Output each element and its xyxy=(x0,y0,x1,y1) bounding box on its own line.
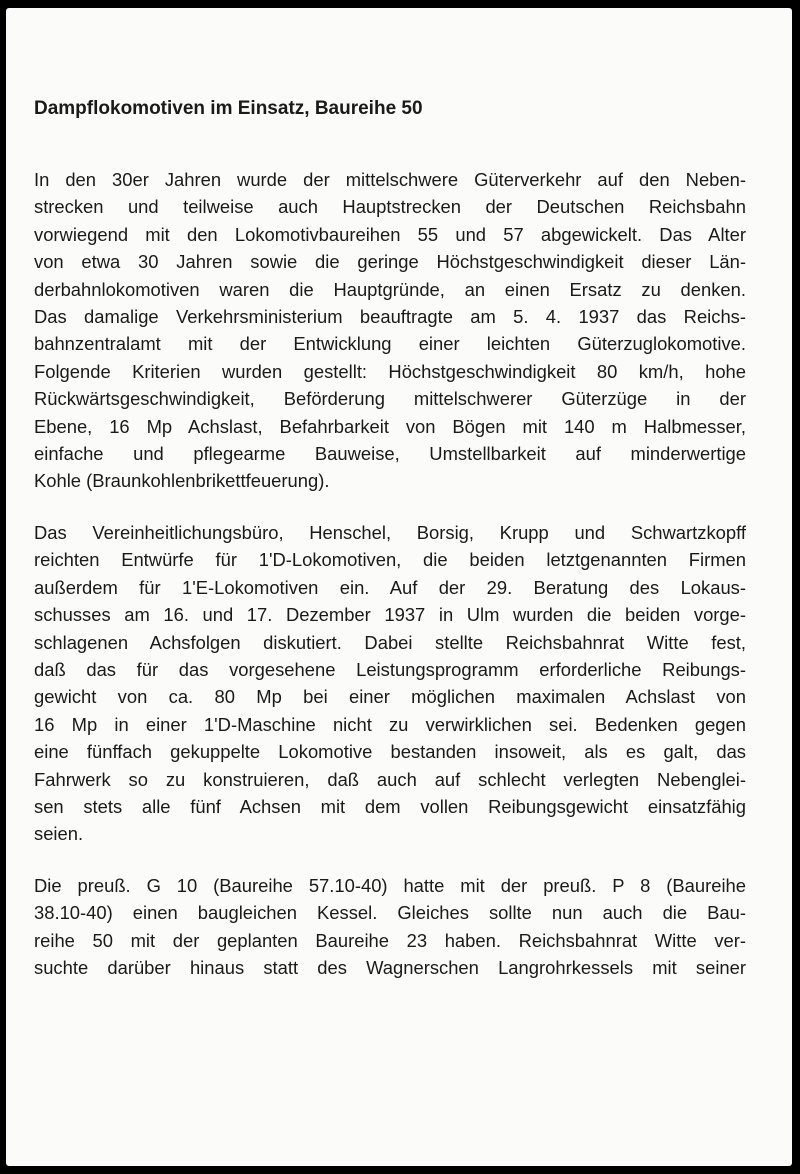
text-line: strecken und teilweise auch Hauptstrecken der Deutschen Reichsbahn xyxy=(34,196,746,218)
text-line: bahnzentralamt mit der Entwicklung einer leichten Güterzuglokomotive. xyxy=(34,333,746,355)
text-line: Kohle (Braunkohlenbrikettfeuerung). xyxy=(34,470,330,492)
text-line: Ebene, 16 Mp Achslast, Befahrbarkeit von Bögen mit 140 m Halbmesser, xyxy=(34,415,746,437)
text-line: reichten Entwürfe für 1'D-Lokomotiven, die beiden letztgenannten Firmen xyxy=(34,549,746,571)
document-content xyxy=(34,96,746,1005)
paragraph-1 xyxy=(34,166,746,495)
text-line: gewicht von ca. 80 Mp bei einer möglichen maximalen Achslast von xyxy=(34,686,746,708)
text-line: Folgende Kriterien wurden gestellt: Höchstgeschwindigkeit 80 km/h, hohe xyxy=(34,360,746,382)
text-line: reihe 50 mit der geplanten Baureihe 23 haben. Reichsbahnrat Witte ver- xyxy=(34,929,746,951)
page-title: Dampflokomotiven im Einsatz, Baureihe 50 xyxy=(34,98,423,119)
text-line: seien. xyxy=(34,823,84,845)
text-line: Fahrwerk so zu konstruieren, daß auch auf schlecht verlegten Nebenglei- xyxy=(34,768,746,790)
text-line: suchte darüber hinaus statt des Wagnerschen Langrohrkessels mit seiner xyxy=(34,956,746,978)
text-line: Das Vereinheitlichungsbüro, Henschel, Borsig, Krupp und Schwartzkopff xyxy=(34,521,746,543)
document-page xyxy=(6,8,792,1166)
text-line: vorwiegend mit den Lokomotivbaureihen 55 und 57 abgewickelt. Das Alter xyxy=(34,223,746,245)
text-line: schusses am 16. und 17. Dezember 1937 in Ulm wurden die beiden vorge- xyxy=(34,604,746,626)
text-line: eine fünffach gekuppelte Lokomotive bestanden insoweit, als es galt, das xyxy=(34,741,746,763)
text-line: sen stets alle fünf Achsen mit dem vollen Reibungsgewicht einsatzfähig xyxy=(34,795,746,817)
text-line: 16 Mp in einer 1'D-Maschine nicht zu verwirklichen sei. Bedenken gegen xyxy=(34,713,746,735)
text-line: derbahnlokomotiven waren die Hauptgründe, an einen Ersatz zu denken. xyxy=(34,278,746,300)
text-line: von etwa 30 Jahren sowie die geringe Höchstgeschwindigkeit dieser Län- xyxy=(34,251,746,273)
text-line: schlagenen Achsfolgen diskutiert. Dabei stellte Reichsbahnrat Witte fest, xyxy=(34,631,746,653)
text-line: 38.10-40) einen baugleichen Kessel. Gleiches sollte nun auch die Bau- xyxy=(34,902,746,924)
text-line: Die preuß. G 10 (Baureihe 57.10-40) hatte mit der preuß. P 8 (Baureihe xyxy=(34,874,746,896)
text-line: Rückwärtsgeschwindigkeit, Beförderung mittelschwerer Güterzüge in der xyxy=(34,388,746,410)
text-line: Das damalige Verkehrsministerium beauftragte am 5. 4. 1937 das Reichs- xyxy=(34,306,746,328)
text-line: außerdem für 1'E-Lokomotiven ein. Auf der 29. Beratung des Lokaus- xyxy=(34,576,746,598)
text-line: daß das für das vorgesehene Leistungsprogramm erforderliche Reibungs- xyxy=(34,658,746,680)
text-line: einfache und pflegearme Bauweise, Umstellbarkeit auf minderwertige xyxy=(34,443,746,465)
paragraph-3 xyxy=(34,872,746,982)
paragraph-2 xyxy=(34,519,746,848)
text-line: In den 30er Jahren wurde der mittelschwere Güterverkehr auf den Neben- xyxy=(34,169,746,190)
